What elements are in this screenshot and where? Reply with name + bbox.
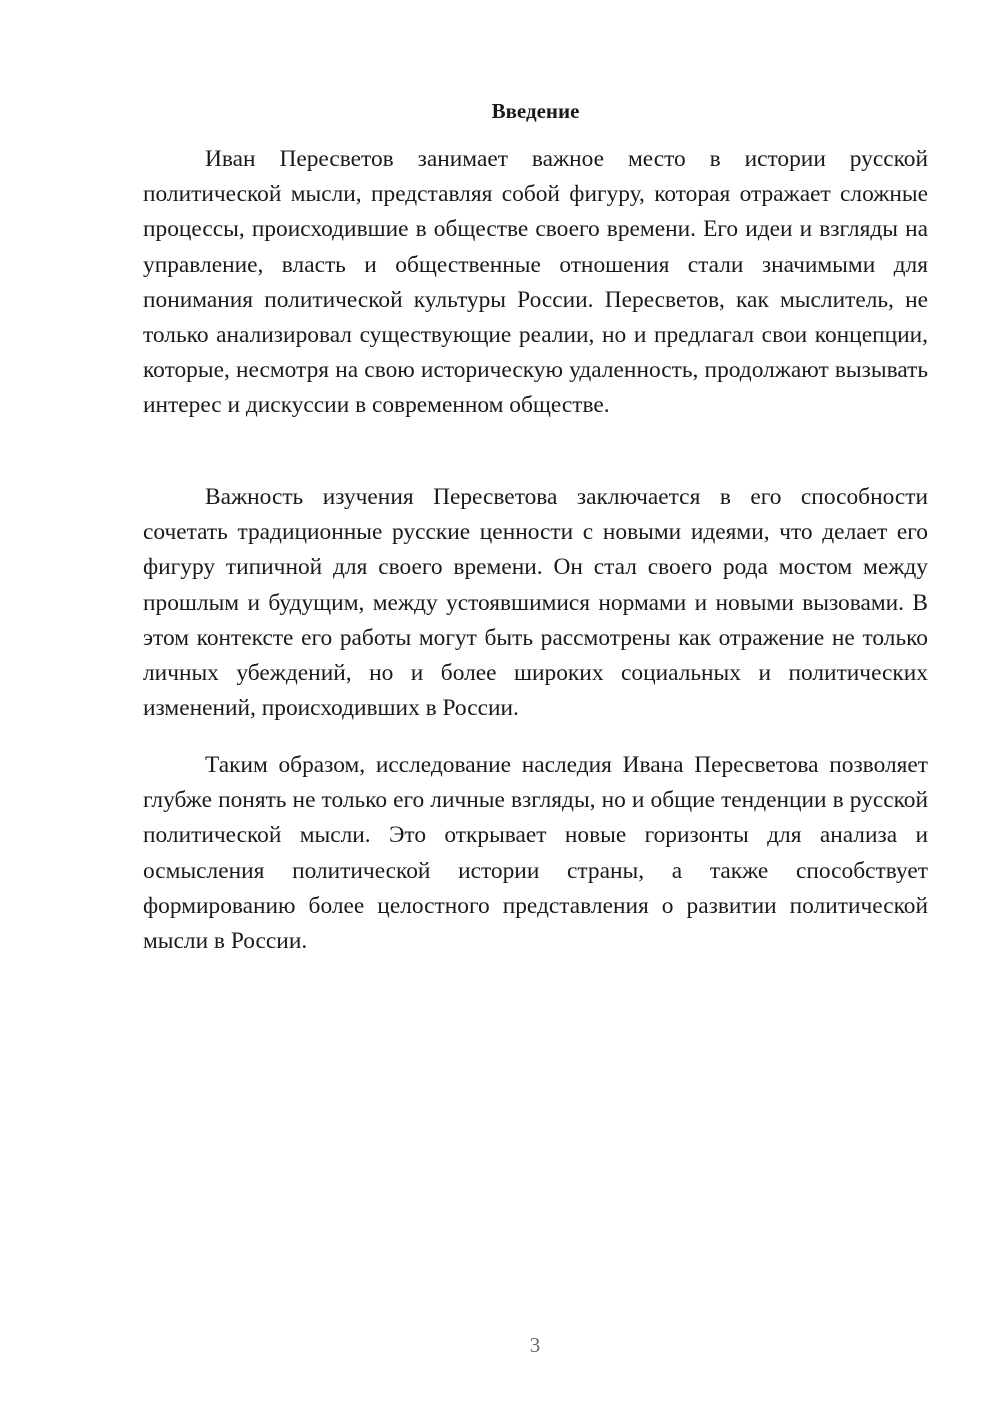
- paragraph-1: Иван Пересветов занимает важное место в истории русской политической мысли, представляя собой фигуру, которая отражает сложные процессы, происходившие в обществе своего времени. Его идеи и взгляды на управление, власть и общественные отношения стали значимыми для понимания политической культуры России. Пересветов, как мыслитель, не только анализировал существующие реалии, но и предлагал свои концепции, которые, несмотря на свою историческую удаленность, продолжают вызывать интерес и дискуссии в современном обществе.: [143, 146, 928, 419]
- page-title: Введение: [491, 99, 580, 123]
- page-number: 3: [529, 1333, 541, 1357]
- paragraph-2: Важность изучения Пересветова заключается в его способности сочетать традиционные русские ценности с новыми идеями, что делает его фигуру типичной для своего времени. Он стал своего рода мостом между прошлым и будущим, между устоявшимися нормами и новыми вызовами. В этом контексте его работы могут быть рассмотрены как отражение не только личных убеждений, но и более широких социальных и политических изменений, происходивших в России.: [143, 484, 928, 722]
- paragraph-3: Таким образом, исследование наследия Ивана Пересветова позволяет глубже понять не только его личные взгляды, но и общие тенденции в русской политической мысли. Это открывает новые горизонты для анализа и осмысления политической истории страны, а также способствует формированию более целостного представления о развитии политической мысли в России.: [143, 752, 928, 955]
